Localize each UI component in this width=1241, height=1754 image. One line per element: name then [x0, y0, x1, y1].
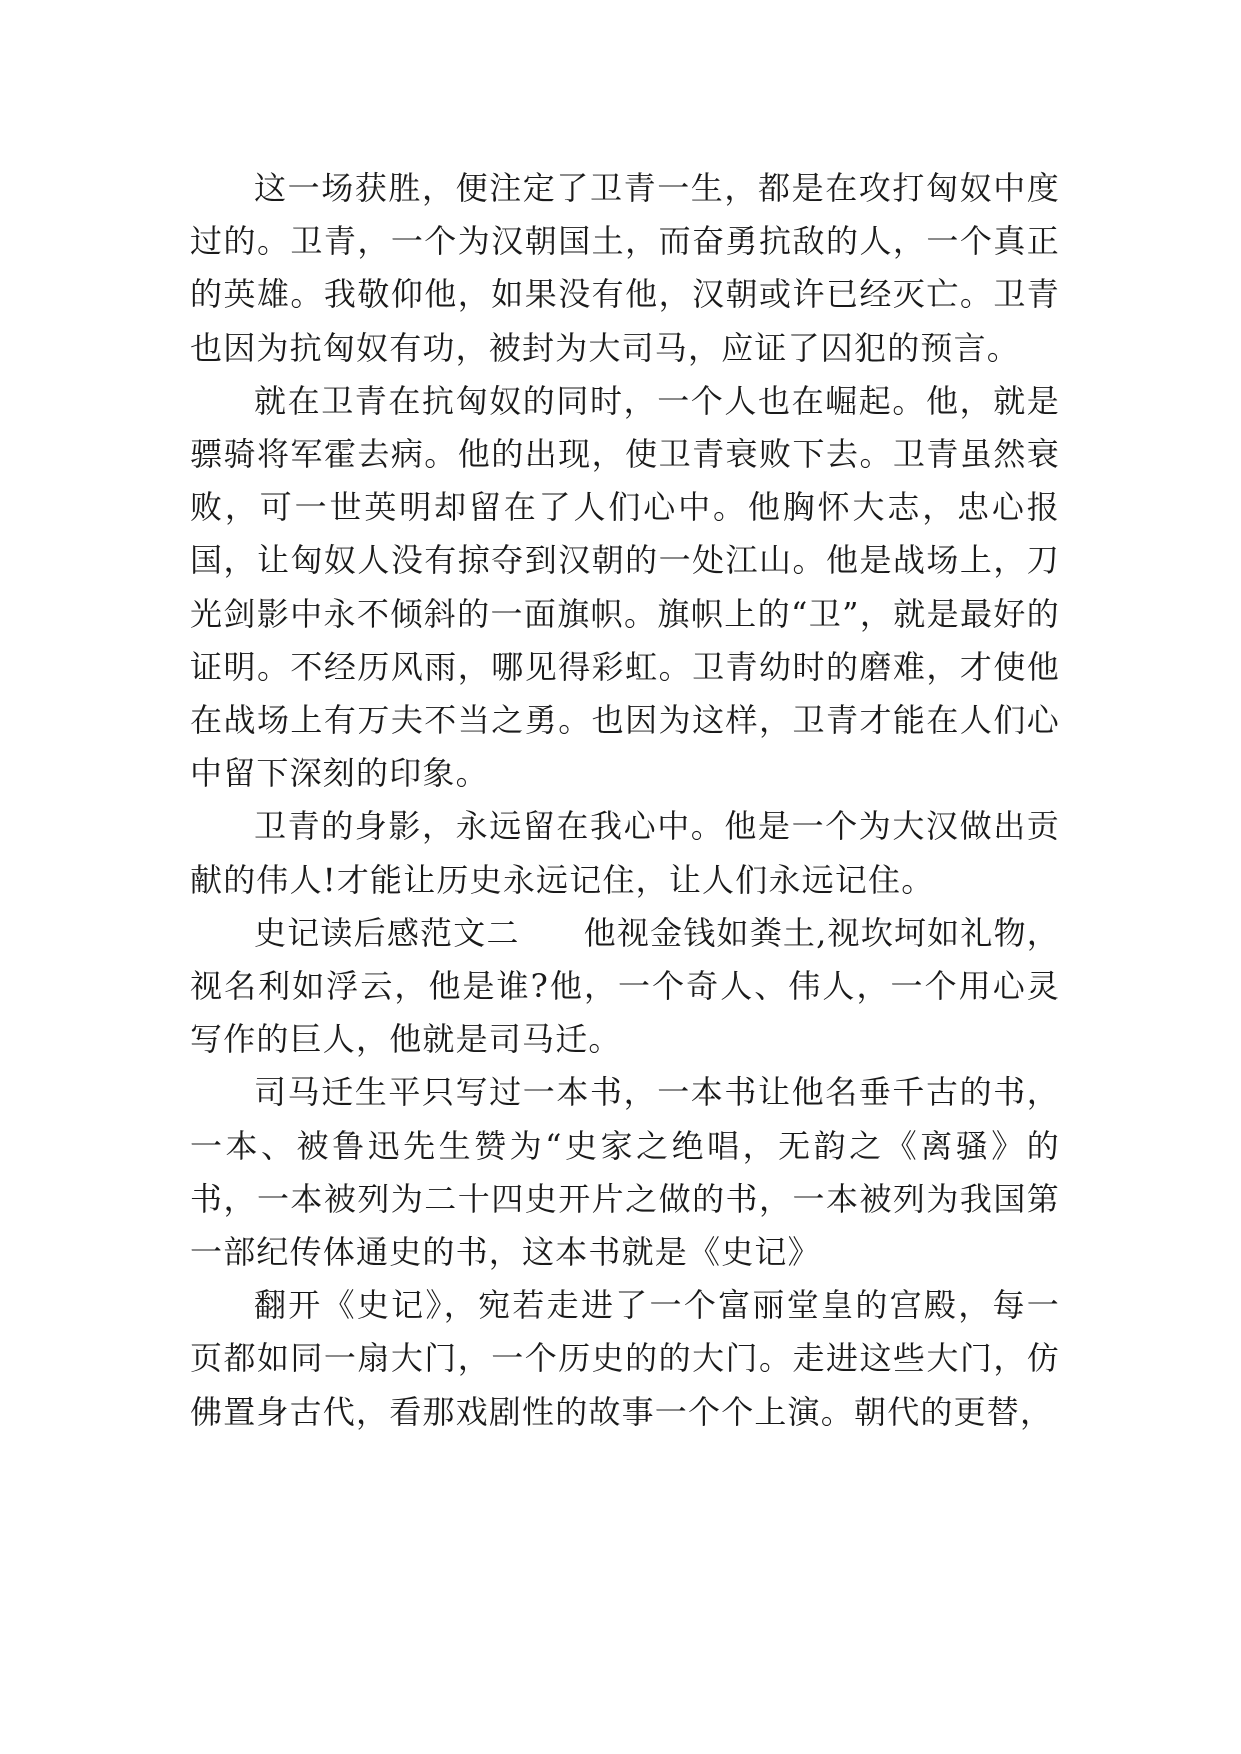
section-heading: 史记读后感范文二: [254, 913, 520, 952]
paragraph-1: 这一场获胜，便注定了卫青一生，都是在攻打匈奴中度过的。卫青，一个为汉朝国土，而奋勇抗敌的人，一个真正的英雄。我敬仰他，如果没有他，汉朝或许已经灭亡。卫青也因为抗匈奴有功，被封为大司马，应证了囚犯的预言。: [190, 169, 1060, 367]
section-paragraph: [190, 907, 1060, 1067]
section-intro: 他视金钱如粪土,视坎坷如礼物，视名利如浮云，他是谁?他，一个奇人、伟人，一个用心灵写作的巨人，他就是司马迁。: [190, 913, 1060, 1059]
paragraph-5: 司马迁生平只写过一本书，一本书让他名垂千古的书，一本、被鲁迅先生赞为“史家之绝唱，无韵之《离骚》的书，一本被列为二十四史开片之做的书，一本被列为我国第一部纪传体通史的书，这本书就是《史记》: [190, 1073, 1060, 1272]
document-body: [190, 162, 1060, 1439]
paragraph-2: 就在卫青在抗匈奴的同时，一个人也在崛起。他，就是骠骑将军霍去病。他的出现，使卫青衰败下去。卫青虽然衰败，可一世英明却留在了人们心中。他胸怀大志，忠心报国，让匈奴人没有掠夺到汉朝的一处江山。他是战场上，刀光剑影中永不倾斜的一面旗帜。旗帜上的“卫”，就是最好的证明。不经历风雨，哪见得彩虹。卫青幼时的磨难，才使他在战场上有万夫不当之勇。也因为这样，卫青才能在人们心中留下深刻的印象。: [190, 381, 1060, 793]
paragraph-3: 卫青的身影，永远留在我心中。他是一个为大汉做出贡献的伟人!才能让历史永远记住，让人们永远记住。: [190, 807, 1060, 899]
paragraph-6: 翻开《史记》，宛若走进了一个富丽堂皇的宫殿，每一页都如同一扇大门，一个历史的的大门。走进这些大门，仿佛置身古代，看那戏剧性的故事一个个上演。朝代的更替，: [190, 1286, 1060, 1431]
